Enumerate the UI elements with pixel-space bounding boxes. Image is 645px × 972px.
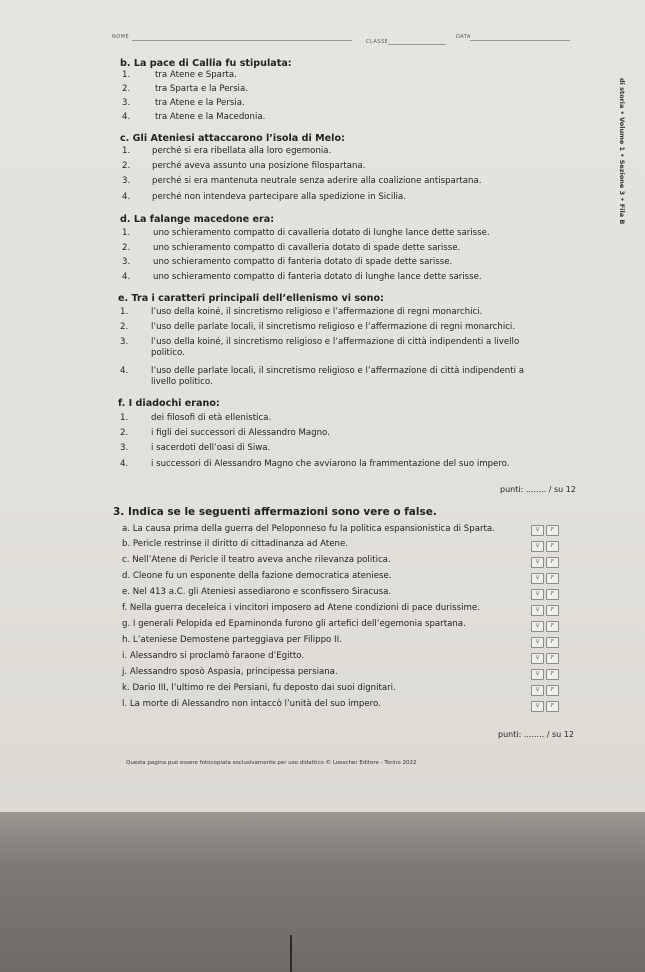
question-e-title: e. Tra i caratteri principali dell’ellenismo vi sono: <box>118 293 384 304</box>
statement: a. La causa prima della guerra del Peloponneso fu la politica espansionistica di Sparta. <box>122 524 495 534</box>
option-text: i sacerdoti dell’oasi di Siwa. <box>151 443 271 453</box>
false-checkbox[interactable]: F <box>546 557 559 568</box>
option-number: 4. <box>120 459 129 469</box>
false-checkbox[interactable]: F <box>546 701 559 712</box>
data-label: DATA <box>456 34 471 40</box>
question-c-title: c. Gli Ateniesi attaccarono l’isola di Melo: <box>120 133 345 144</box>
false-checkbox[interactable]: F <box>546 605 559 616</box>
option-number: 1. <box>120 307 129 317</box>
option-text: tra Sparta e la Persia. <box>155 84 248 94</box>
false-checkbox[interactable]: F <box>546 685 559 696</box>
option-number: 2. <box>122 161 131 171</box>
option-number: 4. <box>122 192 131 202</box>
option-text: l’uso delle parlate locali, il sincretismo religioso e l’affermazione di città indipendenti a <box>151 366 524 376</box>
option-text: i figli dei successori di Alessandro Magno. <box>151 428 330 438</box>
points-counter: punti: ........ / su 12 <box>500 485 576 494</box>
classe-label: CLASSE <box>366 39 389 45</box>
option-number: 1. <box>122 228 131 238</box>
option-text: l’uso della koiné, il sincretismo religioso e l’affermazione di città indipendenti a livello <box>151 337 520 347</box>
false-checkbox[interactable]: F <box>546 637 559 648</box>
option-text: perché non intendeva partecipare alla spedizione in Sicilia. <box>152 192 407 202</box>
statement: k. Dario III, l’ultimo re dei Persiani, fu deposto dai suoi dignitari. <box>122 683 396 693</box>
false-checkbox[interactable]: F <box>546 541 559 552</box>
true-checkbox[interactable]: V <box>531 589 544 600</box>
option-text-cont: livello politico. <box>151 377 213 387</box>
option-number: 4. <box>120 366 129 376</box>
option-text: uno schieramento compatto di fanteria dotato di lunghe lance dette sarisse. <box>153 272 482 282</box>
option-text: perché si era mantenuta neutrale senza aderire alla coalizione antispartana. <box>152 176 482 186</box>
option-number: 3. <box>122 257 131 267</box>
question-d-title: d. La falange macedone era: <box>120 214 275 225</box>
points-counter: punti: ........ / su 12 <box>498 730 574 739</box>
background-shadow <box>0 812 645 972</box>
option-text: tra Atene e la Macedonia. <box>155 112 266 122</box>
statement: f. Nella guerra deceleica i vincitori imposero ad Atene condizioni di pace durissime. <box>122 603 480 613</box>
option-text: l’uso delle parlate locali, il sincretismo religioso e l’affermazione di regni monarchici. <box>151 322 516 332</box>
nome-line <box>132 40 352 41</box>
data-line <box>470 40 570 41</box>
option-number: 2. <box>120 428 129 438</box>
sidebar-label: di storia • Volume 1 • Sezione 3 • Fila B <box>618 78 626 225</box>
statement: j. Alessandro sposò Aspasia, principessa persiana. <box>122 667 338 677</box>
option-number: 2. <box>122 243 131 253</box>
statement: e. Nel 413 a.C. gli Ateniesi assediarono e sconfissero Siracusa. <box>122 587 392 597</box>
true-checkbox[interactable]: V <box>531 701 544 712</box>
option-number: 3. <box>122 176 131 186</box>
option-number: 4. <box>122 272 131 282</box>
option-number: 1. <box>120 413 129 423</box>
true-checkbox[interactable]: V <box>531 685 544 696</box>
classe-line <box>388 44 446 45</box>
false-checkbox[interactable]: F <box>546 525 559 536</box>
true-checkbox[interactable]: V <box>531 573 544 584</box>
option-text: tra Atene e Sparta. <box>155 70 237 80</box>
option-number: 3. <box>122 98 131 108</box>
true-checkbox[interactable]: V <box>531 653 544 664</box>
option-text: uno schieramento compatto di cavalleria dotato di lunghe lance dette sarisse. <box>153 228 490 238</box>
option-text: i successori di Alessandro Magno che avviarono la frammentazione del suo impero. <box>151 459 510 469</box>
false-checkbox[interactable]: F <box>546 589 559 600</box>
statement: i. Alessandro si proclamò faraone d’Egitto. <box>122 651 305 661</box>
false-checkbox[interactable]: F <box>546 669 559 680</box>
option-number: 3. <box>120 337 129 347</box>
true-checkbox[interactable]: V <box>531 557 544 568</box>
statement: g. I generali Pelopida ed Epaminonda furono gli artefici dell’egemonia spartana. <box>122 619 466 629</box>
true-checkbox[interactable]: V <box>531 525 544 536</box>
copyright-footer: Questa pagina può essere fotocopiata esclusivamente per uso didattico © Loescher Editore - Torino 2022 <box>126 760 417 766</box>
option-number: 2. <box>120 322 129 332</box>
nome-label: NOME <box>112 34 130 40</box>
question-b-title: b. La pace di Callia fu stipulata: <box>120 58 292 69</box>
true-checkbox[interactable]: V <box>531 605 544 616</box>
true-checkbox[interactable]: V <box>531 621 544 632</box>
option-text: l’uso della koiné, il sincretismo religioso e l’affermazione di regni monarchici. <box>151 307 483 317</box>
true-checkbox[interactable]: V <box>531 541 544 552</box>
option-number: 1. <box>122 146 131 156</box>
statement: h. L’ateniese Demostene parteggiava per Filippo II. <box>122 635 342 645</box>
option-text: uno schieramento compatto di fanteria dotato di spade dette sarisse. <box>153 257 453 267</box>
option-text: dei filosofi di età ellenistica. <box>151 413 272 423</box>
true-checkbox[interactable]: V <box>531 637 544 648</box>
option-number: 1. <box>122 70 131 80</box>
statement: b. Pericle restrinse il diritto di cittadinanza ad Atene. <box>122 539 348 549</box>
section-3-title: 3. Indica se le seguenti affermazioni sono vere o false. <box>113 506 437 518</box>
option-number: 4. <box>122 112 131 122</box>
option-number: 3. <box>120 443 129 453</box>
false-checkbox[interactable]: F <box>546 653 559 664</box>
option-text: tra Atene e la Persia. <box>155 98 245 108</box>
option-text: uno schieramento compatto di cavalleria dotato di spade dette sarisse. <box>153 243 461 253</box>
paper-crease <box>290 935 292 972</box>
statement: d. Cleone fu un esponente della fazione democratica ateniese. <box>122 571 392 581</box>
statement: l. La morte di Alessandro non intaccò l’unità del suo impero. <box>122 699 381 709</box>
false-checkbox[interactable]: F <box>546 621 559 632</box>
statement: c. Nell’Atene di Pericle il teatro aveva anche rilevanza politica. <box>122 555 391 565</box>
false-checkbox[interactable]: F <box>546 573 559 584</box>
option-number: 2. <box>122 84 131 94</box>
option-text: perché aveva assunto una posizione filospartana. <box>152 161 366 171</box>
option-text-cont: politico. <box>151 348 185 358</box>
question-f-title: f. I diadochi erano: <box>118 398 220 409</box>
true-checkbox[interactable]: V <box>531 669 544 680</box>
option-text: perché si era ribellata alla loro egemonia. <box>152 146 332 156</box>
